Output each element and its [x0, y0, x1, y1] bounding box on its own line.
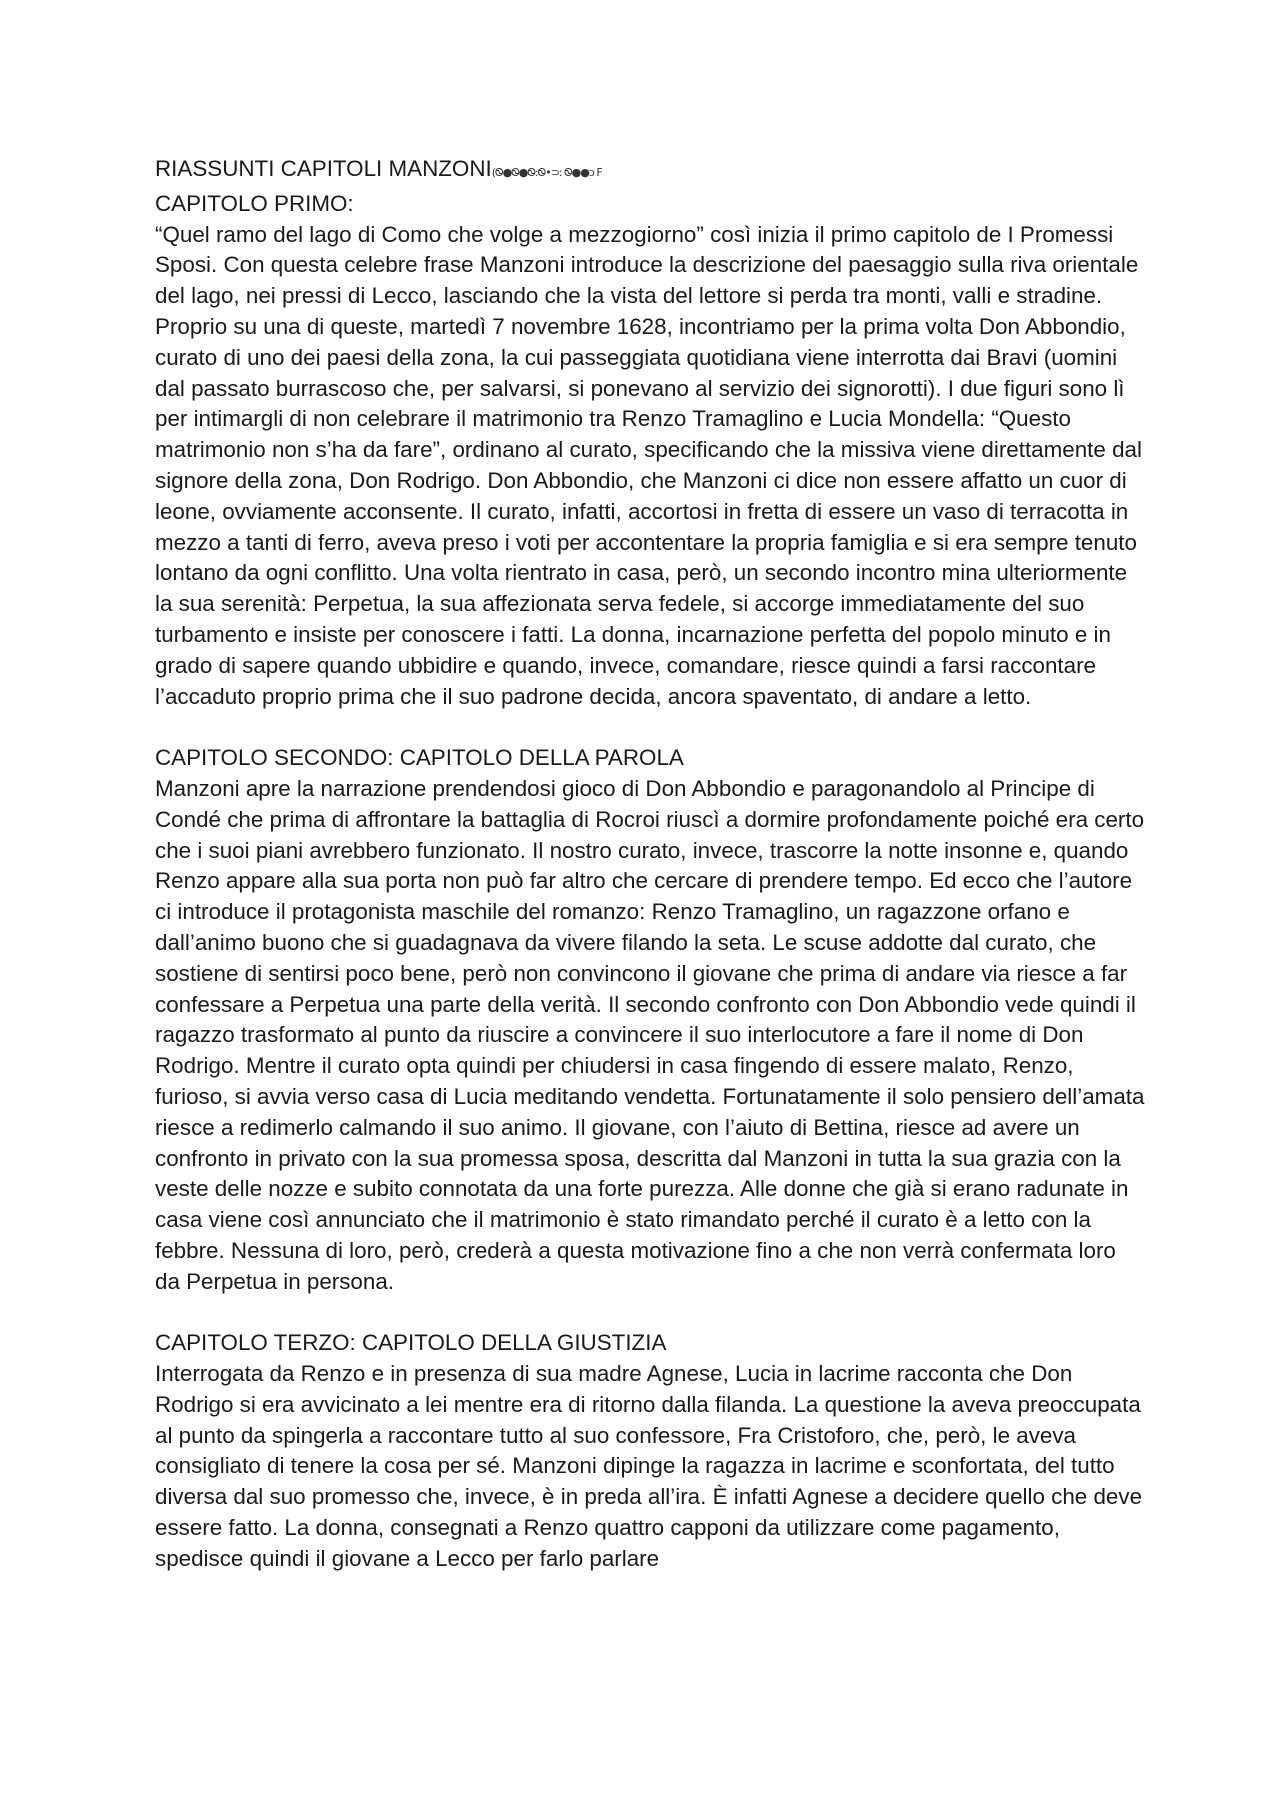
section-heading: CAPITOLO SECONDO: CAPITOLO DELLA PAROLA — [155, 745, 684, 771]
document-content — [155, 154, 1145, 1575]
section-body: Interrogata da Renzo e in presenza di sua madre Agnese, Lucia in lacrime racconta che Don Rodrigo si era avvicinato a lei mentre era di ritorno dalla filanda. La questione la aveva preoccupata al punto da spingerla a raccontare tutto al suo confessore, Fra Cristoforo, che, però, le aveva consigliato di tenere la cosa per sé. Manzoni dipinge la ragazza in lacrime e sconfortata, del tutto diversa dal suo promesso che, invece, è in preda all’ira. È infatti Agnese a decidere quello che deve essere fatto. La donna, consegnati a Renzo quattro capponi da utilizzare come pagamento, spedisce quindi il giovane a Lecco per farlo parlare — [155, 1361, 1143, 1571]
section-heading: CAPITOLO PRIMO: — [155, 190, 354, 216]
document-title: RIASSUNTI CAPITOLI MANZONI — [155, 156, 492, 181]
document-title-suffix: (Ꮻ●Ꮻ●Ꮻ:Ꮻ•⊃: Ꮻ●●ↄ F — [491, 166, 602, 179]
section-heading: CAPITOLO TERZO: CAPITOLO DELLA GIUSTIZIA — [155, 1330, 667, 1356]
section-capitolo-secondo — [155, 743, 1145, 1297]
section-capitolo-primo — [155, 189, 1145, 713]
document-title-line — [155, 154, 1145, 189]
section-body: “Quel ramo del lago di Como che volge a mezzogiorno” così inizia il primo capitolo de I Promessi Sposi. Con questa celebre frase Manzoni introduce la descrizione del paesaggio sulla riva orientale del lago, nei pressi di Lecco, lasciando che la vista del lettore si perda tra monti, valli e stradine. Proprio su una di queste, martedì 7 novembre 1628, incontriamo per la prima volta Don Abbondio, curato di uno dei paesi della zona, la cui passeggiata quotidiana viene interrotta dai Bravi (uomini dal passato burrascoso che, per salvarsi, si ponevano al servizio dei signorotti). I due figuri sono lì per intimargli di non celebrare il matrimonio tra Renzo Tramaglino e Lucia Mondella: “Questo matrimonio non s’ha da fare”, ordinano al curato, specificando che la missiva viene direttamente dal signore della zona, Don Rodrigo. Don Abbondio, che Manzoni ci dice non essere affatto un cuor di leone, ovviamente acconsente. Il curato, infatti, accortosi in fretta di essere un vaso di terracotta in mezzo a tanti di ferro, aveva preso i voti per accontentare la propria famiglia e si era sempre tenuto lontano da ogni conflitto. Una volta rientrato in casa, però, un secondo incontro mina ulteriormente la sua serenità: Perpetua, la sua affezionata serva fedele, si accorge immediatamente del suo turbamento e insiste per conoscere i fatti. La donna, incarnazione perfetta del popolo minuto e in grado di sapere quando ubbidire e quando, invece, comandare, riesce quindi a farsi raccontare l’accaduto proprio prima che il suo padrone decida, ancora spaventato, di andare a letto. — [155, 221, 1142, 709]
section-body: Manzoni apre la narrazione prendendosi gioco di Don Abbondio e paragonandolo al Principe di Condé che prima di affrontare la battaglia di Rocroi riuscì a dormire profondamente poiché era certo che i suoi piani avrebbero funzionato. Il nostro curato, invece, trascorre la notte insonne e, quando Renzo appare alla sua porta non può far altro che cercare di prendere tempo. Ed ecco che l’autore ci introduce il protagonista maschile del romanzo: Renzo Tramaglino, un ragazzone orfano e dall’animo buono che si guadagnava da vivere filando la seta. Le scuse addotte dal curato, che sostiene di sentirsi poco bene, però non convincono il giovane che prima di andare via riesce a far confessare a Perpetua una parte della verità. Il secondo confronto con Don Abbondio vede quindi il ragazzo trasformato al punto da riuscire a convincere il suo interlocutore a fare il nome di Don Rodrigo. Mentre il curato opta quindi per chiudersi in casa fingendo di essere malato, Renzo, furioso, si avvia verso casa di Lucia meditando vendetta. Fortunatamente il solo pensiero dell’amata riesce a redimerlo calmando il suo animo. Il giovane, con l’aiuto di Bettina, riesce ad avere un confronto in privato con la sua promessa sposa, descritta dal Manzoni in tutta la sua grazia con la veste delle nozze e subito connotata da una forte purezza. Alle donne che già si erano radunate in casa viene così annunciato che il matrimonio è stato rimandato perché il curato è a letto con la febbre. Nessuna di loro, però, crederà a questa motivazione fino a che non verrà confermata loro da Perpetua in persona. — [155, 775, 1145, 1294]
section-capitolo-terzo — [155, 1328, 1145, 1574]
